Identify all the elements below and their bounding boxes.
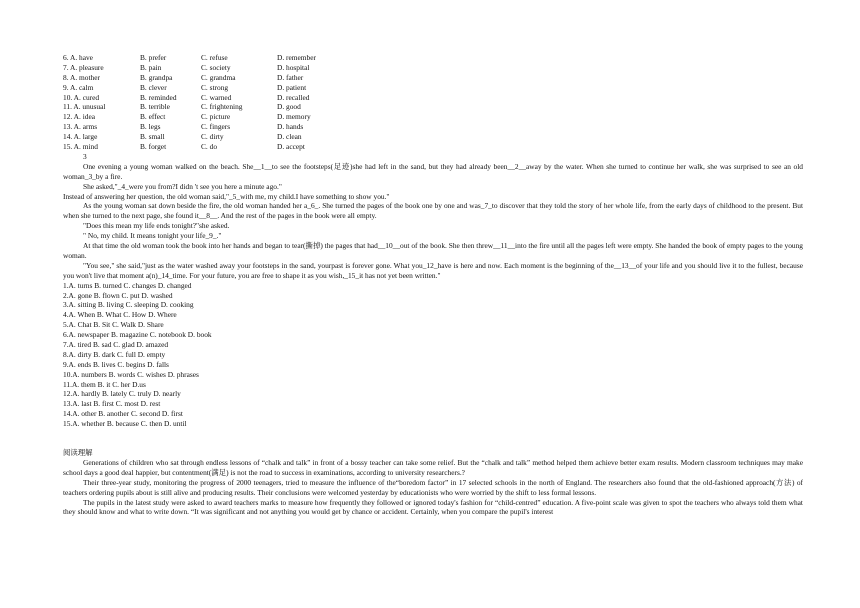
option-cell: 12. A. idea bbox=[63, 112, 96, 122]
option-cell: D. hands bbox=[277, 122, 304, 132]
answer-option-line: 12.A. hardly B. lately C. truly D. nearly bbox=[63, 389, 181, 399]
option-cell: B. small bbox=[140, 132, 165, 142]
story-paragraph: As the young woman sat down beside the fire, the old woman handed her a_6_. She turned the pages of the book one by one and was_7_to discover that they told the story of her whole life, from the early days of childhood to the present. But when she turned to the next page, she found it__8__. And the rest of the pages in the book were all empty. bbox=[63, 201, 803, 221]
answer-option-line: 11.A. them B. it C. her D.us bbox=[63, 379, 146, 389]
option-cell: 10. A. cured bbox=[63, 92, 100, 102]
answer-option-line: 6.A. newspaper B. magazine C. notebook D. book bbox=[63, 330, 212, 340]
option-row bbox=[63, 93, 803, 103]
option-row bbox=[63, 53, 803, 63]
option-row bbox=[63, 112, 803, 122]
option-cell: D. clean bbox=[277, 132, 302, 142]
options-block bbox=[63, 53, 803, 152]
story-paragraph: "Does this mean my life ends tonight?"she asked. bbox=[83, 221, 230, 231]
story-paragraph: Instead of answering her question, the old woman said,"_5_with me, my child.I have something to show you." bbox=[63, 191, 390, 201]
option-cell: 9. A. calm bbox=[63, 82, 94, 92]
option-cell: D. accept bbox=[277, 142, 305, 152]
answer-option-line: 5.A. Chat B. Sit C. Walk D. Share bbox=[63, 320, 164, 330]
option-cell: D. memory bbox=[277, 112, 311, 122]
option-row bbox=[63, 142, 803, 152]
option-cell: B. terrible bbox=[140, 102, 170, 112]
option-row bbox=[63, 132, 803, 142]
option-cell: B. forget bbox=[140, 142, 167, 152]
option-cell: B. grandpa bbox=[140, 72, 173, 82]
option-cell: D. hospital bbox=[277, 62, 310, 72]
option-row bbox=[63, 73, 803, 83]
story-paragraph: " No, my child. It means tonight your life_9_." bbox=[83, 231, 222, 241]
option-cell: 14. A. large bbox=[63, 132, 98, 142]
option-cell: D. patient bbox=[277, 82, 307, 92]
option-cell: 15. A. mind bbox=[63, 142, 98, 152]
option-cell: C. do bbox=[201, 142, 218, 152]
option-cell: B. reminded bbox=[140, 92, 177, 102]
answer-option-line: 8.A. dirty B. dark C. full D. empty bbox=[63, 349, 166, 359]
answer-option-line: 1.A. turns B. turned C. changes D. changed bbox=[63, 280, 192, 290]
option-cell: C. frightening bbox=[201, 102, 243, 112]
answer-options-list bbox=[63, 281, 803, 429]
option-cell: 11. A. unusual bbox=[63, 102, 106, 112]
option-cell: B. pain bbox=[140, 62, 162, 72]
section-heading: 阅读理解 bbox=[63, 448, 93, 458]
document-page bbox=[63, 53, 803, 517]
answer-option-line: 10.A. numbers B. words C. wishes D. phrases bbox=[63, 369, 199, 379]
answer-option-line: 13.A. last B. first C. most D. rest bbox=[63, 399, 161, 409]
option-cell: D. recalled bbox=[277, 92, 310, 102]
answer-option-line: 15.A. whether B. because C. then D. until bbox=[63, 419, 187, 429]
answer-option-line: 9.A. ends B. lives C. begins D. falls bbox=[63, 359, 169, 369]
option-cell: C. refuse bbox=[201, 53, 228, 62]
option-cell: C. fingers bbox=[201, 122, 231, 132]
story-paragraph: At that time the old woman took the book into her hands and began to tear(撕掉) the pages that had__10__out of the book. She then threw__11__into the fire until all the pages left were empty. She handed the book of empty pages to the young woman. bbox=[63, 241, 803, 260]
option-cell: D. good bbox=[277, 102, 301, 112]
section-number: 3 bbox=[83, 151, 87, 161]
cloze-passage bbox=[63, 162, 803, 281]
answer-option-line: 2.A. gone B. flown C. put D. washed bbox=[63, 290, 173, 300]
option-cell: 13. A. arms bbox=[63, 122, 98, 132]
option-cell: 7. A. pleasure bbox=[63, 62, 104, 72]
option-cell: C. society bbox=[201, 62, 231, 72]
option-cell: C. picture bbox=[201, 112, 231, 122]
option-cell: 6. A. have bbox=[63, 53, 93, 62]
option-cell: C. dirty bbox=[201, 132, 224, 142]
option-cell: B. legs bbox=[140, 122, 161, 132]
story-paragraph: "You see," she said,"just as the water washed away your footsteps in the sand, yourpast is forever gone. What you_12_have is here and now. Each moment is the beginning of the__13__of your life and you should live it to the fullest, because you won't live that moment a(n)_14_time. For your future, you are free to shape it as you wish,_15_it has not yet been written." bbox=[63, 260, 803, 280]
option-cell: B. effect bbox=[140, 112, 166, 122]
option-cell: B. clever bbox=[140, 82, 167, 92]
reading-paragraph: The pupils in the latest study were asked to award teachers marks to measure how frequently they followed or ignored today's fashion for “child-centred” education. A five-point scale was given to spot the teachers who always told them what they should know and what to write down. “It was significant and not anything you would get by chance or accident. Certainly, when you compare the pupil's interest bbox=[63, 497, 803, 517]
option-cell: C. grandma bbox=[201, 72, 236, 82]
option-cell: C. strong bbox=[201, 82, 229, 92]
reading-paragraph: Generations of children who sat through endless lessons of “chalk and talk” in front of a bossy teacher can take some relief. But the “chalk and talk” method helped them achieve better exam results. Modern classroom techniques may make school days a good deal happier, but contentment(满足) is not the road to success in examinations, according to university researchers.? bbox=[63, 457, 803, 477]
reading-paragraph: Their three-year study, monitoring the progress of 2000 teenagers, tried to measure the influence of the“boredom factor” in 17 selected schools in the north of England. The researchers also found that the old-fashioned approach(方法) of teachers ordering pupils about is still alive and producing results. Their conclusions were welcomed yesterday by educationists who were worried by the shift to less formal lessons. bbox=[63, 477, 803, 497]
story-paragraph: She asked,"_4_were you from?I didn 't see you here a minute ago." bbox=[83, 181, 282, 191]
option-cell: D. remember bbox=[277, 53, 316, 62]
option-cell: B. prefer bbox=[140, 53, 167, 62]
option-cell: D. father bbox=[277, 72, 304, 82]
answer-option-line: 7.A. tired B. sad C. glad D. amazed bbox=[63, 340, 169, 350]
answer-option-line: 14.A. other B. another C. second D. first bbox=[63, 409, 183, 419]
option-cell: C. warned bbox=[201, 92, 232, 102]
option-row bbox=[63, 122, 803, 132]
option-cell: 8. A. mother bbox=[63, 72, 100, 82]
answer-option-line: 3.A. sitting B. living C. sleeping D. cooking bbox=[63, 300, 194, 310]
option-row bbox=[63, 63, 803, 73]
option-row bbox=[63, 83, 803, 93]
answer-option-line: 4.A. When B. What C. How D. Where bbox=[63, 310, 177, 320]
story-paragraph: One evening a young woman walked on the beach. She__1__to see the footsteps(足迹)she had left in the sand, but they had already been__2__away by the water. When she turned to continue her walk, she was surprised to see an old woman_3_by a fire. bbox=[63, 161, 803, 181]
option-row bbox=[63, 102, 803, 112]
reading-passage bbox=[63, 458, 803, 517]
